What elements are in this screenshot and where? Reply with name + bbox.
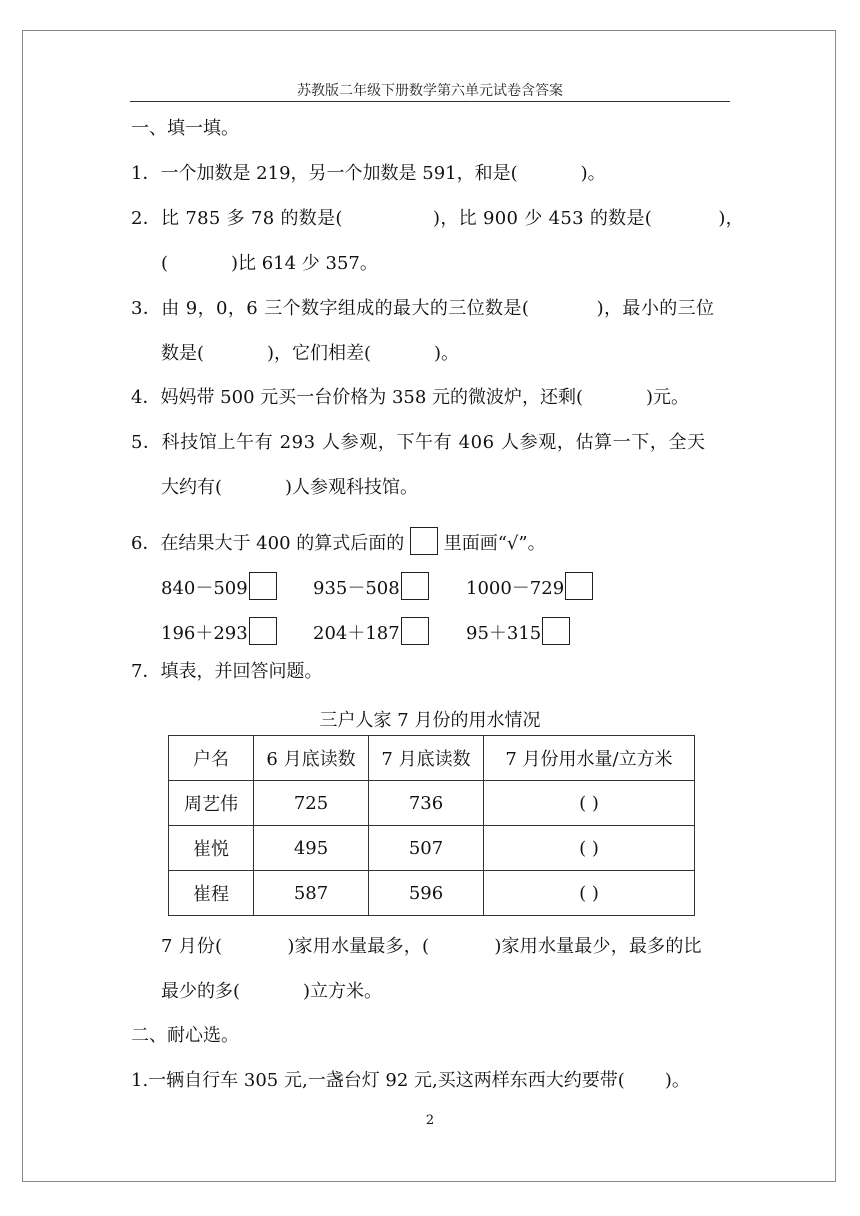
answer-box[interactable] [401,572,429,600]
answer-box[interactable] [249,617,277,645]
table-cell: 周艺伟 [169,781,254,826]
table-cell-answer[interactable]: ( ) [484,826,695,871]
expression-text: 840－509 [161,578,248,599]
question-2-line-1: 2．比 785 多 78 的数是( )，比 900 少 453 的数是( )， [131,208,744,229]
table-title: 三户人家 7 月份的用水情况 [319,710,541,731]
table-header: 6 月底读数 [254,736,369,781]
question-6-suffix: 里面画“√”。 [443,533,546,554]
table-cell-answer[interactable]: ( ) [484,871,695,916]
expression-5 [313,617,429,645]
answer-box[interactable] [565,572,593,600]
question-7-answer-line-2: 最少的多( )立方米。 [161,981,382,1002]
question-7: 7．填表，并回答问题。 [131,661,323,682]
question-1: 1．一个加数是 219，另一个加数是 591，和是( )。 [131,163,606,184]
expression-1 [161,572,277,600]
section2-title: 二、耐心选。 [131,1025,239,1046]
table-row [169,781,695,826]
table-cell: 725 [254,781,369,826]
answer-box[interactable] [542,617,570,645]
table-row [169,826,695,871]
table-cell: 587 [254,871,369,916]
expression-text: 196＋293 [161,623,248,644]
question-2-line-2: ( )比 614 少 357。 [161,253,378,274]
section2-question-1: 1.一辆自行车 305 元,一盏台灯 92 元,买这两样东西大约要带( )。 [131,1070,690,1091]
expression-text: 95＋315 [466,623,542,644]
table-cell: 507 [369,826,484,871]
table-header-row [169,736,695,781]
question-5-line-2: 大约有( )人参观科技馆。 [161,477,418,498]
expression-text: 935－508 [313,578,400,599]
table-cell: 崔悦 [169,826,254,871]
table-row [169,871,695,916]
page-number: 2 [425,1113,435,1128]
question-3-line-2: 数是( )，它们相差( )。 [161,343,459,364]
answer-box[interactable] [249,572,277,600]
table-cell: 596 [369,871,484,916]
table-cell: 崔程 [169,871,254,916]
expression-text: 1000－729 [466,578,565,599]
question-6 [131,527,546,555]
expression-6 [466,617,570,645]
table-header: 7 月底读数 [369,736,484,781]
table-cell-answer[interactable]: ( ) [484,781,695,826]
section1-title: 一、填一填。 [131,118,239,139]
page-frame [22,30,836,1182]
answer-box[interactable] [401,617,429,645]
expression-text: 204＋187 [313,623,400,644]
page-header: 苏教版二年级下册数学第六单元试卷含答案 [297,83,563,99]
table-cell: 736 [369,781,484,826]
table-header: 7 月份用水量/立方米 [484,736,695,781]
answer-box-sample [410,527,438,555]
question-5-line-1: 5．科技馆上午有 293 人参观，下午有 406 人参观，估算一下，全天 [131,432,706,453]
table-header: 户名 [169,736,254,781]
question-3-line-1: 3．由 9，0，6 三个数字组成的最大的三位数是( )，最小的三位 [131,298,715,319]
question-4: 4．妈妈带 500 元买一台价格为 358 元的微波炉，还剩( )元。 [131,387,690,408]
question-6-prefix: 6．在结果大于 400 的算式后面的 [131,533,405,554]
water-usage-table [168,735,695,916]
table-cell: 495 [254,826,369,871]
header-rule [130,101,730,102]
expression-3 [466,572,593,600]
expression-2 [313,572,429,600]
question-7-answer-line-1: 7 月份( )家用水量最多，( )家用水量最少，最多的比 [161,936,702,957]
expression-4 [161,617,277,645]
